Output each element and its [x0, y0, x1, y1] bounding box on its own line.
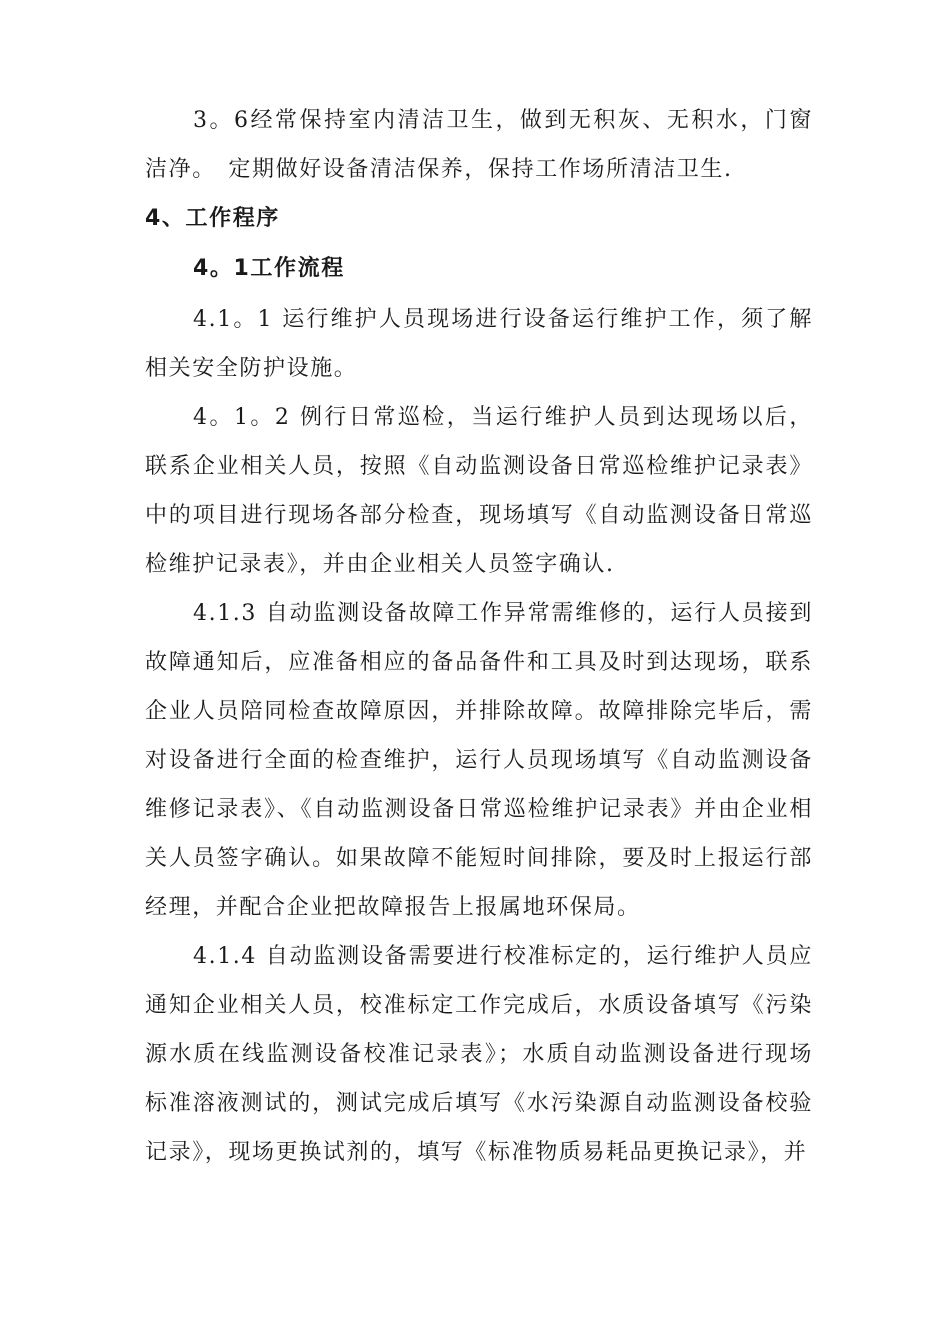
heading-work-flow: 4。1工作流程	[193, 256, 345, 281]
paragraph-4-1-2: 4。1。2 例行日常巡检，当运行维护人员到达现场以后，联系企业相关人员，按照《自动监测设备日常巡检维护记录表》中的项目进行现场各部分检查，现场填写《自动监测设备日常巡检维护记录表》，并由企业相关人员签字确认.	[145, 405, 813, 577]
paragraph-4-1-3: 4.1.3 自动监测设备故障工作异常需维修的，运行人员接到故障通知后，应准备相应的备品备件和工具及时到达现场，联系企业人员陪同检查故障原因，并排除故障。故障排除完毕后，需对设备进行全面的检查维护，运行人员现场填写《自动监测设备维修记录表》、《自动监测设备日常巡检维护记录表》并由企业相关人员签字确认。如果故障不能短时间排除，要及时上报运行部经理，并配合企业把故障报告上报属地环保局。	[145, 601, 813, 920]
paragraph-4-1-4: 4.1.4 自动监测设备需要进行校准标定的，运行维护人员应通知企业相关人员，校准标定工作完成后，水质设备填写《污染源水质在线监测设备校准记录表》；水质自动监测设备进行现场标准溶液测试的，测试完成后填写《水污染源自动监测设备校验记录》，现场更换试剂的，填写《标准物质易耗品更换记录》，并	[145, 944, 813, 1165]
document-page	[145, 96, 813, 1177]
paragraph-4-1-1: 4.1。1 运行维护人员现场进行设备运行维护工作，须了解相关安全防护设施。	[145, 307, 813, 381]
paragraph-3-6: 3。6经常保持室内清洁卫生，做到无积灰、无积水，门窗洁净。 定期做好设备清洁保养，保持工作场所清洁卫生.	[145, 108, 813, 182]
heading-work-procedure: 4、工作程序	[145, 206, 280, 231]
